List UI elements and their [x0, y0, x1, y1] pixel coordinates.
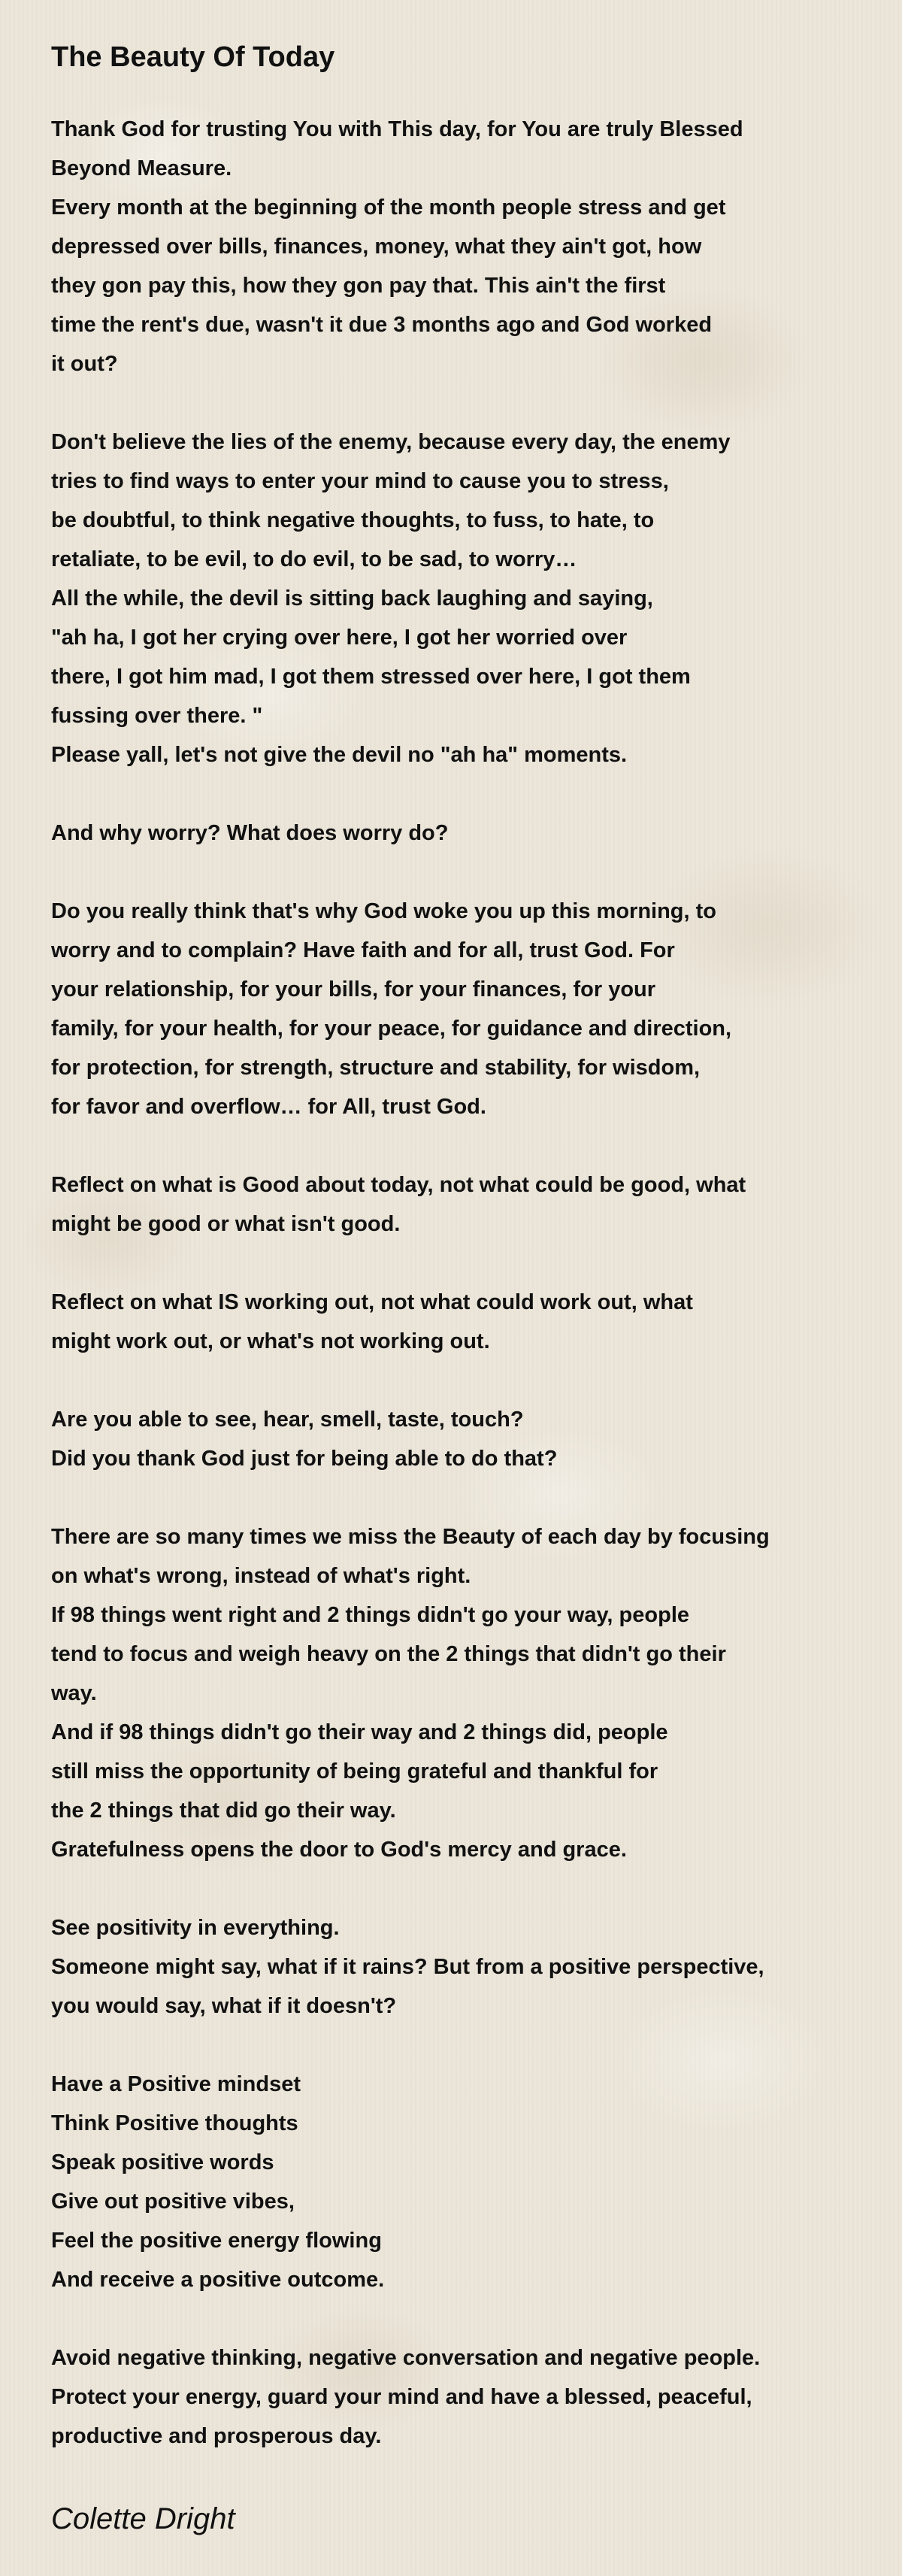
poem-line: for favor and overflow… for All, trust God. — [51, 1095, 486, 1119]
poem-line: Don't believe the lies of the enemy, because every day, the enemy — [51, 430, 731, 454]
poem-line: Protect your energy, guard your mind and have a blessed, peaceful, — [51, 2385, 752, 2409]
poem-line: time the rent's due, wasn't it due 3 months ago and God worked — [51, 313, 713, 337]
poem-line: tend to focus and weigh heavy on the 2 things that didn't go their — [51, 1642, 726, 1666]
poem-line: still miss the opportunity of being grateful and thankful for — [51, 1759, 658, 1784]
stanza-break — [51, 1478, 863, 1517]
poem-line: the 2 things that did go their way. — [51, 1799, 396, 1823]
poem-line: And if 98 things didn't go their way and 2 things did, people — [51, 1720, 668, 1744]
poem-line: Give out positive vibes, — [51, 2190, 295, 2214]
poem-line: Do you really think that's why God woke you up this morning, to — [51, 899, 717, 923]
stanza-break — [51, 1244, 863, 1283]
poem-line: Have a Positive mindset — [51, 2072, 301, 2096]
poem-line: be doubtful, to think negative thoughts, to fuss, to hate, to — [51, 508, 655, 532]
poem-page — [51, 38, 863, 2540]
poem-line: Did you thank God just for being able to do that? — [51, 1447, 558, 1471]
stanza-break — [51, 1361, 863, 1400]
poem-line: fussing over there. " — [51, 704, 263, 728]
poem-line: Are you able to see, hear, smell, taste, touch? — [51, 1408, 524, 1432]
poem-line: There are so many times we miss the Beauty of each day by focusing — [51, 1525, 770, 1549]
poem-line: for protection, for strength, structure and stability, for wisdom, — [51, 1056, 701, 1080]
stanza-break — [51, 1126, 863, 1165]
poem-line: way. — [51, 1681, 97, 1705]
poem-line: Speak positive words — [51, 2150, 274, 2174]
stanza-break — [51, 2026, 863, 2065]
poem-line: it out? — [51, 352, 118, 376]
poem-title: The Beauty Of Today — [51, 41, 335, 73]
stanza-break — [51, 853, 863, 892]
poem-line: worry and to complain? Have faith and for all, trust God. For — [51, 938, 675, 962]
poem-line: Feel the positive energy flowing — [51, 2229, 382, 2253]
poem-line: tries to find ways to enter your mind to cause you to stress, — [51, 469, 669, 493]
stanza-break — [51, 383, 863, 423]
poem-line: Please yall, let's not give the devil no "ah ha" moments. — [51, 743, 628, 767]
poem-body — [51, 110, 863, 2456]
poem-line: And why worry? What does worry do? — [51, 821, 449, 845]
poem-line: they gon pay this, how they gon pay that. This ain't the first — [51, 274, 666, 298]
poem-line: Avoid negative thinking, negative conversation and negative people. — [51, 2346, 761, 2370]
stanza-break — [51, 2299, 863, 2338]
poem-line: might work out, or what's not working out. — [51, 1329, 490, 1353]
poem-line: Reflect on what is Good about today, not what could be good, what — [51, 1173, 746, 1197]
poem-line: Thank God for trusting You with This day, for You are truly Blessed — [51, 117, 743, 141]
poem-line: on what's wrong, instead of what's right. — [51, 1564, 471, 1588]
poem-line: Think Positive thoughts — [51, 2111, 298, 2135]
poem-line: Beyond Measure. — [51, 156, 232, 180]
poem-line: See positivity in everything. — [51, 1916, 340, 1940]
poem-line: productive and prosperous day. — [51, 2424, 382, 2448]
stanza-break — [51, 774, 863, 814]
poem-line: you would say, what if it doesn't? — [51, 1994, 397, 2018]
poem-line: Reflect on what IS working out, not what could work out, what — [51, 1290, 693, 1314]
poem-line: there, I got him mad, I got them stressed over here, I got them — [51, 665, 691, 689]
poem-line: your relationship, for your bills, for your finances, for your — [51, 977, 656, 1002]
poem-author: Colette Dright — [51, 2502, 235, 2535]
poem-line: Gratefulness opens the door to God's mercy and grace. — [51, 1838, 627, 1862]
poem-line: might be good or what isn't good. — [51, 1212, 401, 1236]
poem-line: Every month at the beginning of the month people stress and get — [51, 195, 726, 220]
poem-line: If 98 things went right and 2 things didn't go your way, people — [51, 1603, 690, 1627]
stanza-break — [51, 1869, 863, 1908]
poem-line: "ah ha, I got her crying over here, I got her worried over — [51, 626, 628, 650]
poem-line: depressed over bills, finances, money, what they ain't got, how — [51, 235, 702, 259]
poem-line: Someone might say, what if it rains? But from a positive perspective, — [51, 1955, 764, 1979]
poem-line: retaliate, to be evil, to do evil, to be sad, to worry… — [51, 547, 577, 571]
poem-line: family, for your health, for your peace, for guidance and direction, — [51, 1017, 732, 1041]
poem-line: And receive a positive outcome. — [51, 2268, 385, 2292]
poem-line: All the while, the devil is sitting back laughing and saying, — [51, 586, 653, 611]
